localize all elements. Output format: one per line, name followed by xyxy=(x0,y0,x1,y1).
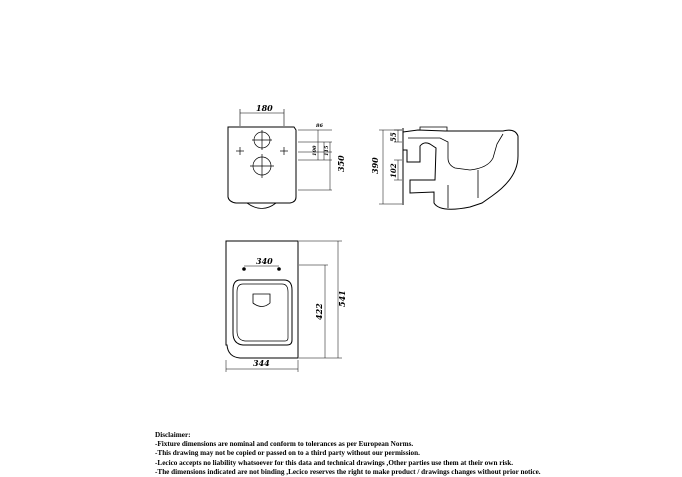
dim-55-label: 55 xyxy=(389,132,398,142)
dim-422-label: 422 xyxy=(314,303,324,320)
plan-view xyxy=(226,241,347,372)
dim-541-label: 541 xyxy=(337,290,347,307)
disclaimer-line: -The dimensions indicated are not binding ,Lecico reserves the right to make product / drawings changes without prior notice. xyxy=(155,467,541,476)
dim-340-label: 340 xyxy=(256,256,273,266)
dim-390-label: 390 xyxy=(370,157,380,174)
disclaimer-line: -This drawing may not be copied or passed on to a third party without our permission. xyxy=(155,449,420,458)
disclaimer xyxy=(155,431,675,477)
disclaimer-title: Disclaimer: xyxy=(155,431,191,439)
dim-86-label: 86 xyxy=(316,123,323,129)
dim-102-label: 102 xyxy=(389,163,398,178)
side-section-view xyxy=(370,127,518,209)
dim-100-label: 100 xyxy=(312,145,318,156)
dim-350-label: 350 xyxy=(336,155,346,172)
fixing-holes xyxy=(236,130,288,178)
dim-180-label: 180 xyxy=(256,103,273,113)
dim-115-label: 115 xyxy=(324,145,330,156)
disclaimer-line: -Fixture dimensions are nominal and conform to tolerances as per European Norms. xyxy=(155,440,414,449)
disclaimer-line: -Lecico accepts no liability whatsoever for this data and technical drawings ,Other parties use them at their own risk. xyxy=(155,458,514,467)
dim-344-label: 344 xyxy=(253,358,270,368)
rear-elevation-view xyxy=(228,103,346,209)
